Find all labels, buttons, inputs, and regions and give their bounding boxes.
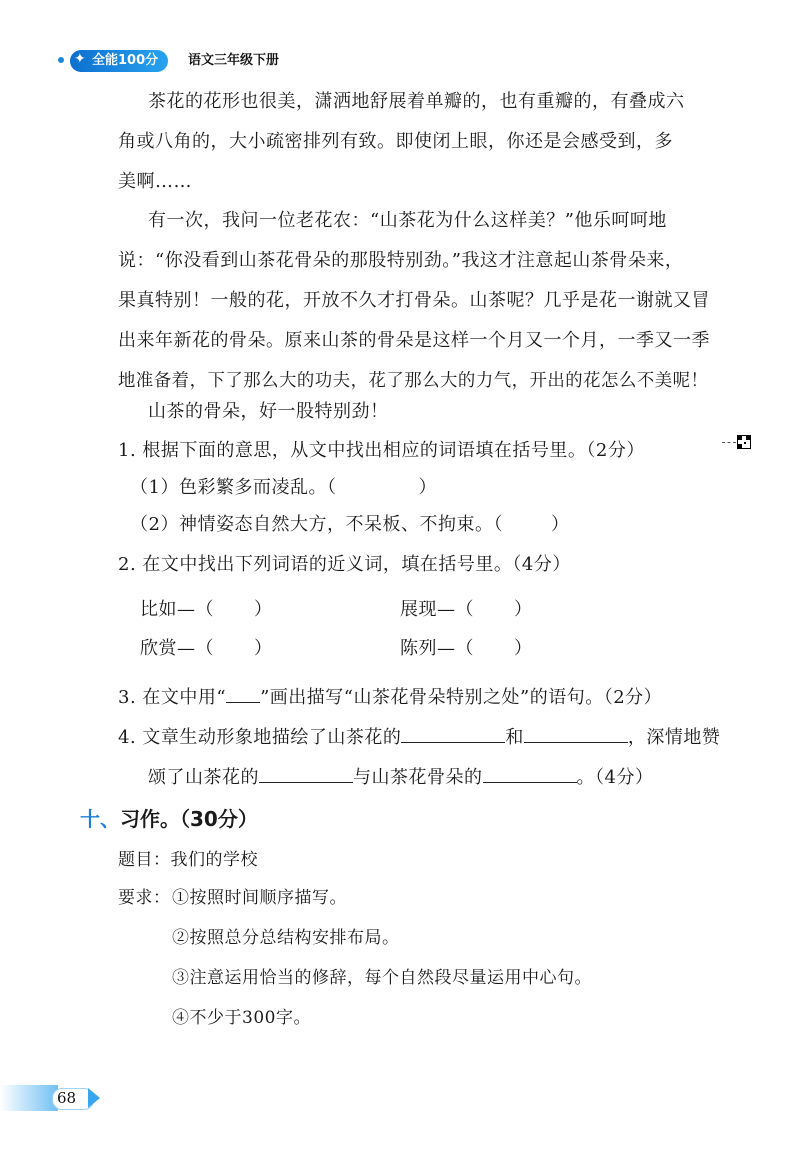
bracket-close: ） <box>514 599 533 620</box>
underline-sample <box>226 682 260 703</box>
page-number: 68 <box>57 1089 77 1107</box>
question-1-item-2 <box>130 510 569 540</box>
passage-line: 有一次，我问一位老花农：“山茶花为什么这样美？”他乐呵呵地 <box>148 210 667 231</box>
requirement-item: ②按照总分总结构安排布局。 <box>172 928 400 948</box>
star-icon: ✦ <box>74 51 86 67</box>
page-header <box>58 50 358 72</box>
passage-line: 果真特别！一般的花，开放不久才打骨朵。山茶呢？几乎是花一谢就又冒 <box>118 290 710 311</box>
question-1-item-1 <box>130 473 437 503</box>
book-title: 语文三年级下册 <box>188 53 280 68</box>
answer-blank[interactable] <box>524 722 628 743</box>
question-text: （1）色彩繁多而凌乱。（ <box>130 477 337 498</box>
question-text: 。（4分） <box>576 767 654 788</box>
question-text: 与山茶花骨朵的 <box>353 767 483 788</box>
passage-line: 出来年新花的骨朵。原来山茶的骨朵是这样一个月又一个月，一季又一季 <box>118 330 710 351</box>
series-badge-label: 全能100分 <box>92 53 159 68</box>
section-number: 十、 <box>80 807 120 831</box>
question-text: 和 <box>505 727 524 748</box>
synonym-item <box>400 595 533 625</box>
page-footer <box>0 1085 110 1111</box>
passage-line: 地准备着，下了那么大的功夫，花了那么大的力气，开出的花怎么不美呢！ <box>118 371 709 391</box>
synonym-item <box>140 634 273 664</box>
question-4-line-1 <box>118 722 720 753</box>
section-title: 习作。（30分） <box>120 807 258 831</box>
passage-line: 说：“你没看到山茶花骨朵的那股特别劲。”我这才注意起山茶骨朵来， <box>118 250 684 271</box>
section-10-heading <box>80 805 258 835</box>
requirement-item: ①按照时间顺序描写。 <box>172 888 347 908</box>
header-dot <box>58 57 64 63</box>
passage-line: 山茶的骨朵，好一股特别劲！ <box>148 401 389 422</box>
synonym-word: 展现—（ <box>400 599 474 620</box>
requirement-item: ④不少于300字。 <box>172 1008 311 1028</box>
answer-blank[interactable] <box>259 762 353 783</box>
synonym-word: 陈列—（ <box>400 638 474 659</box>
question-1-stem: 1. 根据下面的意思，从文中找出相应的词语填在括号里。（2分） <box>118 440 645 461</box>
passage-line: 角或八角的，大小疏密排列有致。即使闭上眼，你还是会感受到，多 <box>118 131 673 152</box>
bracket-close: ） <box>254 599 273 620</box>
series-badge <box>70 50 168 72</box>
bracket-close: ） <box>254 638 273 659</box>
question-text: ”画出描写“山茶花骨朵特别之处”的语句。（2分） <box>260 687 663 708</box>
answer-blank[interactable] <box>401 722 505 743</box>
footer-bar <box>0 1085 58 1111</box>
bracket-close: ） <box>514 638 533 659</box>
qr-code-icon[interactable] <box>722 434 752 450</box>
essay-requirements-label: 要求： <box>118 888 171 908</box>
question-text: （2）神情姿态自然大方，不呆板、不拘束。（ <box>130 514 503 535</box>
question-text: 3. 在文中用“ <box>118 687 227 708</box>
question-3 <box>118 682 662 713</box>
passage-line: 美啊…… <box>118 171 192 192</box>
synonym-word: 欣赏—（ <box>140 638 214 659</box>
question-text: 颂了山茶花的 <box>148 767 259 788</box>
passage-line: 茶花的花形也很美，潇洒地舒展着单瓣的，也有重瓣的，有叠成六 <box>148 91 685 112</box>
essay-topic: 题目：我们的学校 <box>118 850 258 870</box>
question-text: 4. 文章生动形象地描绘了山茶花的 <box>118 727 402 748</box>
question-4-line-2 <box>148 762 653 793</box>
synonym-item <box>140 595 273 625</box>
question-text: ，深情地赞 <box>627 727 721 748</box>
requirement-item: ③注意运用恰当的修辞，每个自然段尽量运用中心句。 <box>172 968 592 988</box>
bracket-close: ） <box>550 514 570 535</box>
question-2-stem: 2. 在文中找出下列词语的近义词，填在括号里。（4分） <box>118 554 571 575</box>
synonym-item <box>400 634 533 664</box>
synonym-word: 比如—（ <box>140 599 214 620</box>
bracket-close: ） <box>418 477 437 498</box>
answer-blank[interactable] <box>483 762 577 783</box>
arrow-right-icon <box>88 1088 100 1108</box>
